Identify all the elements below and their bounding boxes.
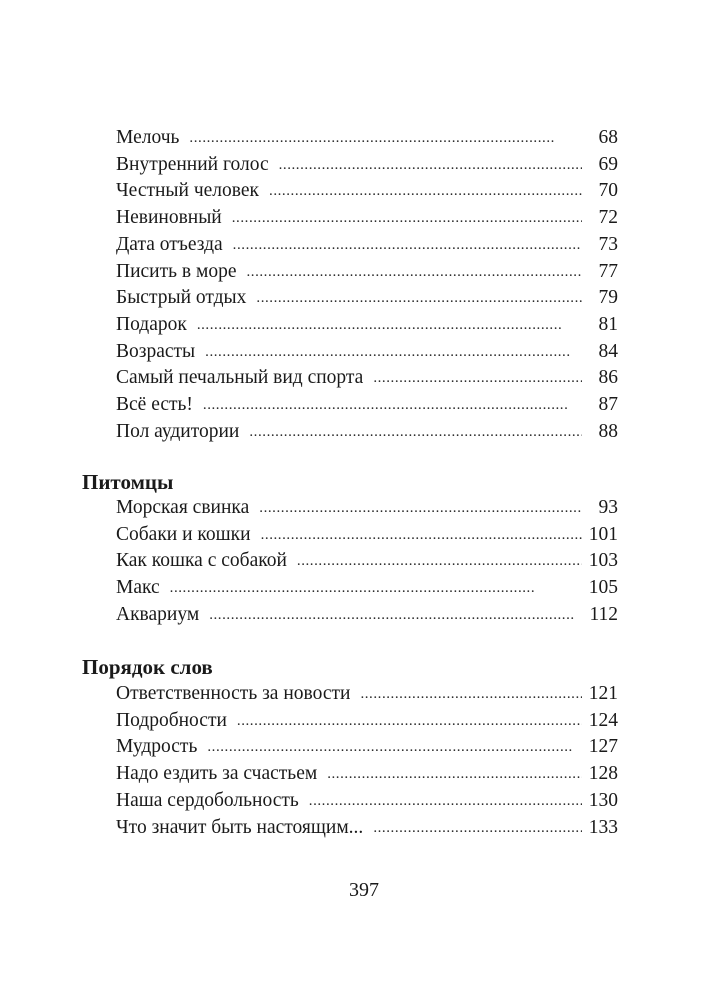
toc-entry-title: Ответственность за новости <box>116 683 351 704</box>
toc-entry-title: Всё есть! <box>116 394 193 415</box>
dot-leader <box>327 761 582 787</box>
dot-leader <box>233 232 582 258</box>
toc-entry-page: 103 <box>588 550 618 572</box>
toc-entry[interactable] <box>116 681 618 708</box>
toc-entry-title: Быстрый отдых <box>116 287 247 309</box>
toc-entry[interactable] <box>116 285 618 312</box>
toc-entry-page: 84 <box>598 340 618 362</box>
toc-entry-title: Самый печальный вид спорта <box>116 367 364 389</box>
toc-entry[interactable] <box>116 232 618 259</box>
toc-entry[interactable] <box>116 152 618 179</box>
dot-leader <box>259 495 582 521</box>
dot-leader <box>261 522 582 548</box>
toc-entry-page: 68 <box>598 127 618 148</box>
toc-entry[interactable] <box>116 708 618 735</box>
toc-entry-page: 133 <box>588 816 618 838</box>
dot-leader <box>297 548 582 574</box>
toc-entry-title: Как кошка с собакой <box>116 550 287 572</box>
section-heading: Порядок слов <box>82 655 213 679</box>
dot-leader <box>373 815 582 841</box>
toc-entry[interactable] <box>116 761 618 788</box>
toc-entry[interactable] <box>116 602 618 629</box>
toc-entry[interactable] <box>116 419 618 446</box>
toc-entry-title: Невиновный <box>116 207 222 229</box>
toc-entry-title: Наша сердобольность <box>116 789 299 811</box>
toc-entry-page: 87 <box>598 394 618 415</box>
toc-entry-page: 86 <box>598 367 618 389</box>
dot-leader <box>205 339 582 365</box>
toc-entry-title: Собаки и кошки <box>116 523 251 545</box>
toc-entry-page: 88 <box>598 420 618 442</box>
toc-entry-title: Писить в море <box>116 260 237 282</box>
toc-entry[interactable] <box>116 259 618 286</box>
dot-leader <box>207 734 582 760</box>
toc-entry-page: 70 <box>598 180 618 202</box>
toc-entry-title: Макс <box>116 577 160 599</box>
toc-entry-title: Что значит быть настоящим... <box>116 816 364 838</box>
toc-entry-title: Честный человек <box>116 180 260 202</box>
dot-leader <box>170 575 582 601</box>
page-number: 397 <box>349 879 379 901</box>
toc-entry[interactable] <box>116 178 618 205</box>
toc-entry-page: 79 <box>598 287 618 309</box>
toc-entry-title: Дата отъезда <box>116 233 223 255</box>
toc-entry[interactable] <box>116 788 618 815</box>
toc-entry[interactable] <box>116 339 618 366</box>
toc-entry-page: 69 <box>598 153 618 175</box>
toc-entry-page: 127 <box>588 736 618 758</box>
toc-entry[interactable] <box>116 522 618 549</box>
toc-entry-title: Мудрость <box>116 736 198 758</box>
toc-entry-page: 121 <box>588 683 618 704</box>
toc-entry-page: 124 <box>588 709 618 731</box>
dot-leader <box>246 259 582 285</box>
toc-entry[interactable] <box>116 365 618 392</box>
dot-leader <box>249 419 582 445</box>
toc-entry-title: Аквариум <box>116 603 200 625</box>
toc-entry-page: 128 <box>588 763 618 785</box>
toc-entry-page: 72 <box>598 207 618 229</box>
dot-leader <box>237 708 582 734</box>
dot-leader <box>209 602 582 628</box>
toc-entry-page: 81 <box>598 313 618 335</box>
toc-entry[interactable] <box>116 815 618 842</box>
dot-leader <box>269 178 582 204</box>
toc-entry-page: 101 <box>588 523 618 545</box>
toc-entry-title: Мелочь <box>116 127 180 148</box>
toc-entry-title: Подробности <box>116 709 227 731</box>
toc-entry[interactable] <box>116 495 618 522</box>
dot-leader <box>373 365 582 391</box>
toc-entry-page: 93 <box>598 497 618 518</box>
dot-leader <box>360 681 582 707</box>
toc-entry-title: Надо ездить за счастьем <box>116 763 318 785</box>
dot-leader <box>197 312 582 338</box>
toc-entry-title: Подарок <box>116 313 187 335</box>
section-heading: Питомцы <box>82 470 174 494</box>
toc-entry[interactable] <box>116 734 618 761</box>
toc-entry[interactable] <box>116 548 618 575</box>
dot-leader <box>232 205 582 231</box>
toc-entry[interactable] <box>116 205 618 232</box>
dot-leader <box>203 392 582 418</box>
toc-entry[interactable] <box>116 312 618 339</box>
dot-leader <box>309 788 582 814</box>
dot-leader <box>256 285 582 311</box>
toc-entry-title: Морская свинка <box>116 497 250 518</box>
toc-entry[interactable] <box>116 575 618 602</box>
toc-entry-page: 73 <box>598 233 618 255</box>
dot-leader <box>279 152 582 178</box>
toc-entry[interactable] <box>116 392 618 419</box>
toc-entry-page: 77 <box>598 260 618 282</box>
toc-entry-page: 130 <box>588 789 618 811</box>
toc-entry-title: Возрасты <box>116 340 196 362</box>
toc-entry-page: 112 <box>589 603 618 625</box>
dot-leader <box>189 125 582 151</box>
toc-entry[interactable] <box>116 125 618 152</box>
toc-entry-page: 105 <box>588 577 618 599</box>
toc-entry-title: Пол аудитории <box>116 420 240 442</box>
toc-entry-title: Внутренний голос <box>116 153 269 175</box>
